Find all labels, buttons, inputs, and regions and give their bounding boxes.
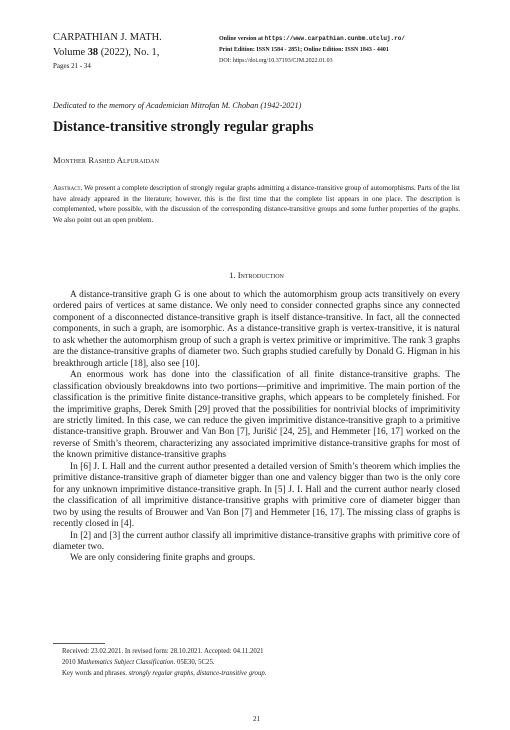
paragraph-2: An enormous work has done into the classification of all finite distance-transitive graphs. The classification obviously breakdowns into two portions—primitive and imprimitive. The main portion of the classification is the primitive finite distance-transitive graphs, which appears to be completely finished. For the imprimitive graphs, Derek Smith [29] proved that the possibilities for nontrivial blocks of imprimitivity are strictly limited. In this case, we can reduce the given imprimitive distance-transitive graph to a primitive distance-transitive graph. Brouwer and Van Bon [7], Jurišić [24, 25], and Hemmeter [16, 17] worked on the reverse of Smith’s theorem, characterizing any associated imprimitive distance-transitive graphs for most of the known primitive distance-transitive graphs [53, 370, 460, 461]
journal-name: CARPATHIAN J. MATH. [53, 32, 162, 43]
section-heading: 1. Introduction [229, 270, 284, 280]
keywords: Key words and phrases. strongly regular graphs, distance-transitive group. [62, 669, 267, 677]
paragraph-3: In [6] J. I. Hall and the current author presented a detailed version of Smith’s theorem which implies the primitive distance-transitive graph of diameter bigger than one and valency bigger than two is the only core for any unknown imprimitive distance-transitive graph. In [5] J. I. Hall and the current author nearly closed the classification of all imprimitive distance-transitive graphs with primitive core of diameter bigger than two by using the results of Brouwer and Van Bon [7] and Hemmeter [16, 17]. The missing class of graphs is recently closed in [4]. [53, 461, 460, 530]
paragraph-5: We are only considering finite graphs and groups. [70, 553, 256, 564]
footnotes [62, 647, 462, 679]
journal-header [53, 31, 223, 73]
paper-title: Distance-transitive strongly regular graphs [53, 119, 314, 135]
online-version: Online version at https://www.carpathian.cunbm.utcluj.ro/ [219, 35, 405, 42]
page-number: 21 [253, 715, 260, 723]
received-dates: Received: 23.02.2021. In revised form: 28.10.2021. Accepted: 04.11.2021 [62, 648, 264, 655]
abstract [53, 183, 460, 226]
volume-number: 38 [87, 46, 99, 58]
journal-pages: Pages 21 - 34 [53, 62, 91, 71]
author-name: Monther Rashed Alfuraidan [53, 155, 160, 165]
journal-url-link[interactable]: https://www.carpathian.cunbm.utcluj.ro/ [264, 35, 405, 42]
doi-link[interactable]: DOI: https://doi.org/10.37193/CJM.2022.01.03 [219, 57, 333, 64]
abstract-label: Abstract. [53, 184, 83, 192]
paper-body [53, 290, 460, 565]
msc-classification: 2010 Mathematics Subject Classification. 05E30, 5C25. [62, 658, 215, 666]
dedication: Dedicated to the memory of Academician Mitrofan M. Choban (1942-2021) [53, 101, 302, 110]
print-edition: Print Edition: ISSN 1584 - 2851; Online Edition: ISSN 1843 - 4401 [219, 46, 389, 53]
abstract-text: We present a complete description of strongly regular graphs admitting a distance-transitive group of automorphisms. Parts of the list have already appeared in the literature; however, this is the first time that the complete list appears in one place. The description is complemented, where possible, with the discussion of the corresponding distance-transitive groups and some further properties of the graphs. We also point out an open problem. [53, 184, 460, 225]
footnote-rule [53, 643, 105, 644]
paragraph-1: A distance-transitive graph G is one about to which the automorphism group acts transitively on every ordered pairs of vertices at same distance. We only need to consider connected graphs since any connected component of a disconnected distance-transitive graph is itself distance-transitive. In fact, all the connected components, in such a graph, are isomorphic. As a distance-transitive graph is vertex-transitive, it is natural to ask whether the automorphism group of such a graph is vertex primitive or imprimitive. The rank 3 graphs are the distance-transitive graphs of diameter two. Such graphs studied carefully by Donald G. Higman in his breakthrough article [18], also see [10]. [53, 290, 460, 369]
journal-volume: Volume 38 (2022), No. 1, [53, 46, 160, 58]
publication-info [219, 34, 479, 66]
paragraph-4: In [2] and [3] the current author classify all imprimitive distance-transitive graphs with primitive core of diameter two. [53, 530, 460, 552]
